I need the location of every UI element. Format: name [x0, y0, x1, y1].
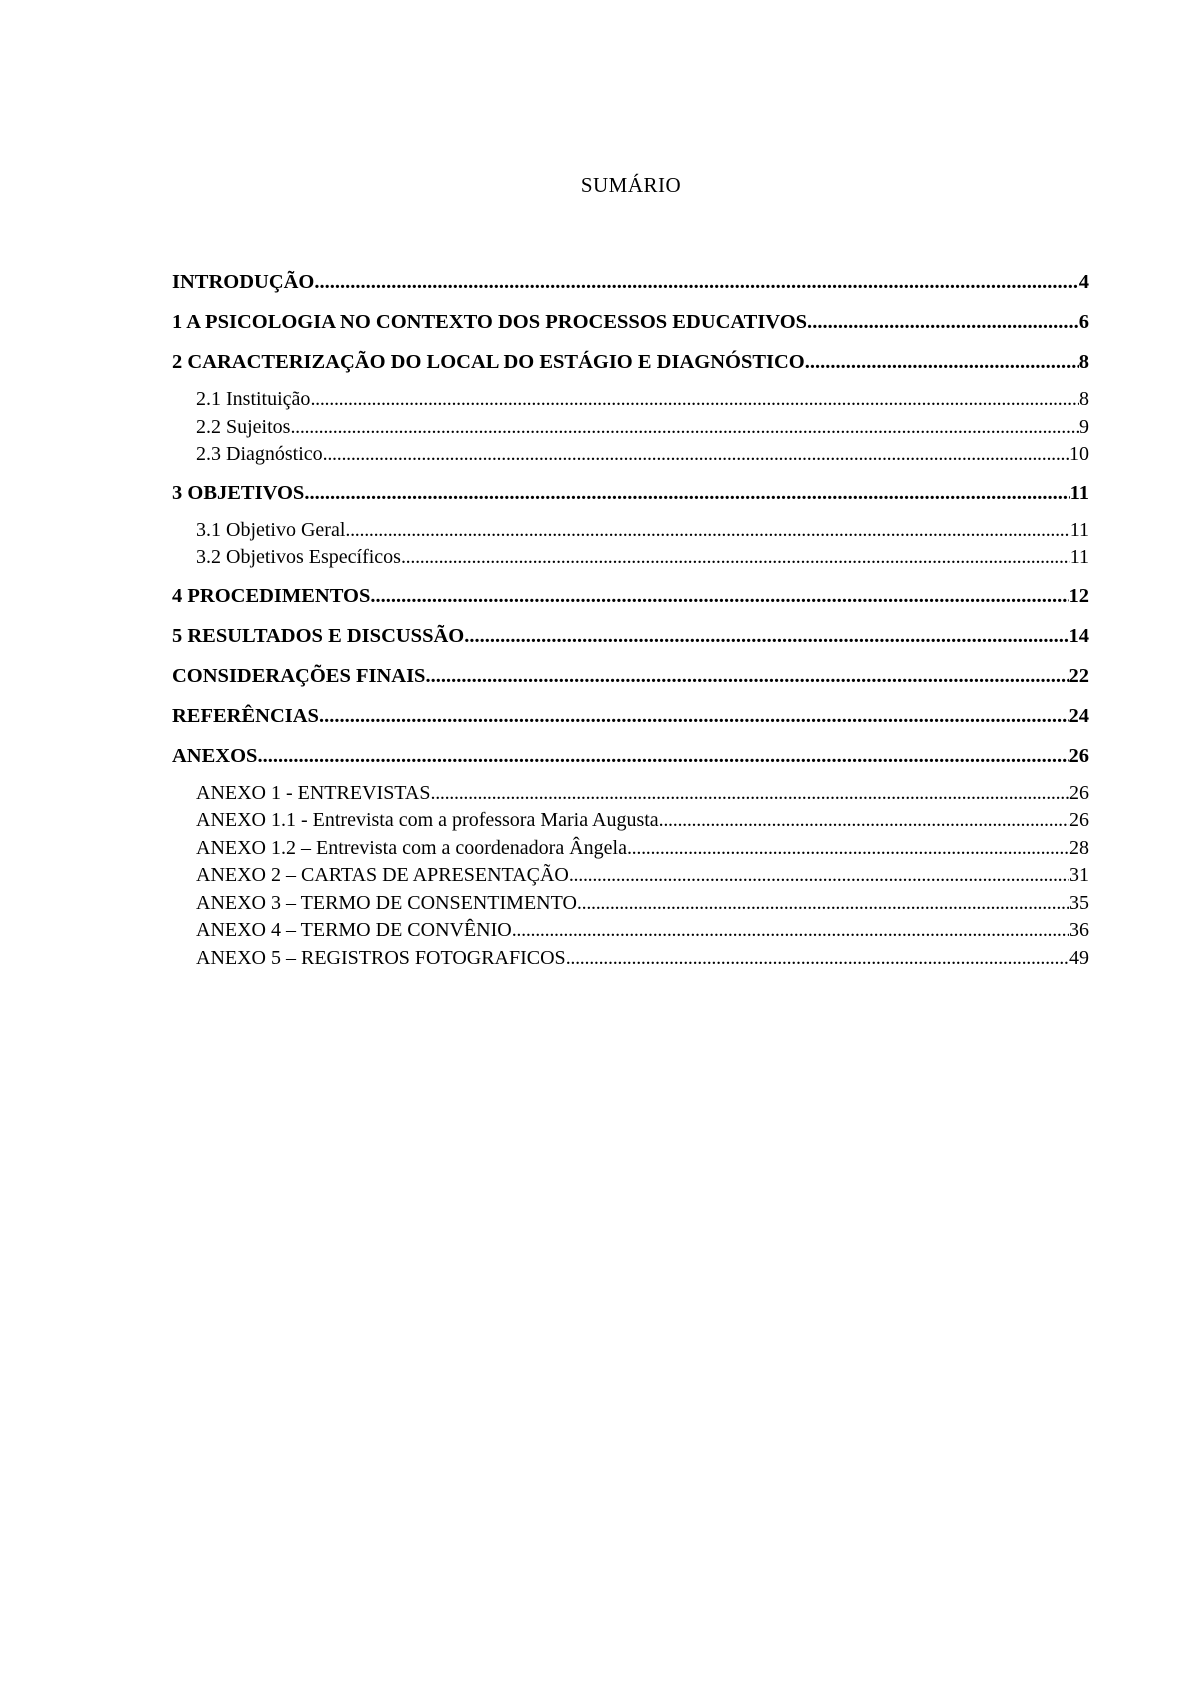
toc-entry-label: 2.3 Diagnóstico [196, 443, 323, 465]
toc-subentry [172, 386, 1089, 414]
dot-leader [319, 704, 1069, 729]
toc-entry [172, 664, 1089, 689]
toc-entry [172, 350, 1089, 375]
dot-leader [659, 807, 1069, 835]
toc-entry [172, 584, 1089, 609]
dot-leader [323, 441, 1069, 469]
toc-subentry [172, 835, 1089, 863]
toc-entry-label: 5 RESULTADOS E DISCUSSÃO [172, 624, 465, 647]
dot-leader [812, 310, 1079, 335]
toc-page-number: 6 [1078, 311, 1089, 333]
toc-entry [172, 744, 1089, 769]
dot-leader [314, 270, 1078, 295]
toc-page-number: 8 [1079, 388, 1089, 410]
toc-subentry [172, 780, 1089, 808]
dot-leader [464, 624, 1068, 649]
table-of-contents [172, 270, 1089, 984]
toc-subentry [172, 807, 1089, 835]
toc-entry-label: 3.2 Objetivos Específicos [196, 546, 401, 568]
dot-leader [627, 835, 1069, 863]
dot-leader [376, 584, 1069, 609]
toc-entry-label: ANEXO 1.2 – Entrevista com a coordenadora Ângela [196, 836, 627, 859]
toc-entry-label: ANEXO 4 – TERMO DE CONVÊNIO [196, 919, 512, 941]
dot-leader [577, 890, 1069, 918]
dot-leader [512, 917, 1069, 945]
document-title: SUMÁRIO [580, 173, 682, 197]
toc-page-number: 35 [1069, 891, 1089, 914]
toc-entry [172, 704, 1089, 729]
toc-entry-label: ANEXO 3 – TERMO DE CONSENTIMENTO [196, 891, 577, 914]
toc-entry [172, 481, 1089, 506]
toc-page-number: 11 [1069, 518, 1089, 541]
toc-entry-label: ANEXO 5 – REGISTROS FOTOGRAFICOS [196, 946, 566, 969]
toc-page-number: 14 [1068, 624, 1089, 647]
toc-page-number: 24 [1068, 704, 1089, 727]
toc-page-number: 4 [1078, 271, 1089, 293]
toc-page-number: 49 [1069, 946, 1089, 969]
toc-page-number: 10 [1069, 443, 1089, 465]
toc-subentry [172, 945, 1089, 973]
toc-entry-label: INTRODUÇÃO [172, 271, 315, 293]
toc-entry-label: 2 CARACTERIZAÇÃO DO LOCAL DO ESTÁGIO E DIAGNÓSTICO [172, 351, 805, 373]
toc-subentry [172, 441, 1089, 469]
toc-page-number: 12 [1068, 584, 1089, 607]
toc-page-number: 22 [1068, 664, 1089, 687]
toc-subentry [172, 414, 1089, 442]
dot-leader [401, 544, 1070, 572]
toc-page-number: 8 [1078, 351, 1089, 373]
toc-entry-label: 1 A PSICOLOGIA NO CONTEXTO DOS PROCESSOS EDUCATIVOS. [172, 311, 813, 333]
dot-leader [566, 945, 1069, 973]
toc-entry-label: 2.2 Sujeitos [196, 415, 291, 438]
toc-entry-label: CONSIDERAÇÕES FINAIS [172, 664, 426, 687]
toc-page-number: 28 [1069, 836, 1089, 859]
toc-page-number: 26 [1068, 744, 1089, 767]
toc-entry-label: ANEXO 1 - ENTREVISTAS [196, 781, 431, 804]
toc-entry-label: ANEXO 1.1 - Entrevista com a professora Maria Augusta [196, 809, 659, 831]
dot-leader [304, 481, 1069, 506]
toc-subentry [172, 862, 1089, 890]
dot-leader [257, 744, 1068, 769]
dot-leader [310, 386, 1079, 414]
toc-entry [172, 624, 1089, 649]
dot-leader [425, 664, 1068, 689]
dot-leader [805, 350, 1079, 375]
toc-subentry [172, 890, 1089, 918]
toc-page-number: 11 [1069, 481, 1089, 504]
dot-leader [345, 517, 1069, 545]
toc-entry-label: 4 PROCEDIMENTOS. [172, 584, 376, 607]
toc-entry-label: REFERÊNCIAS [172, 704, 319, 727]
toc-entry-label: ANEXO 2 – CARTAS DE APRESENTAÇÃO [196, 864, 569, 886]
toc-entry [172, 310, 1089, 335]
toc-subentry [172, 517, 1089, 545]
toc-subentry [172, 917, 1089, 945]
toc-page-number: 31 [1069, 864, 1089, 886]
toc-page-number: 26 [1069, 781, 1089, 804]
toc-subentry [172, 544, 1089, 572]
toc-page-number: 26 [1069, 809, 1089, 831]
toc-entry-label: ANEXOS [172, 744, 258, 767]
toc-page-number: 9 [1079, 415, 1089, 438]
toc-page-number: 11 [1069, 546, 1089, 568]
toc-entry-label: 3 OBJETIVOS [172, 481, 305, 504]
dot-leader [431, 780, 1070, 808]
toc-entry [172, 270, 1089, 295]
toc-entry-label: 2.1 Instituição [196, 388, 311, 410]
dot-leader [290, 414, 1079, 442]
toc-entry-label: 3.1 Objetivo Geral [196, 518, 346, 541]
dot-leader [569, 862, 1069, 890]
toc-page-number: 36 [1069, 919, 1089, 941]
